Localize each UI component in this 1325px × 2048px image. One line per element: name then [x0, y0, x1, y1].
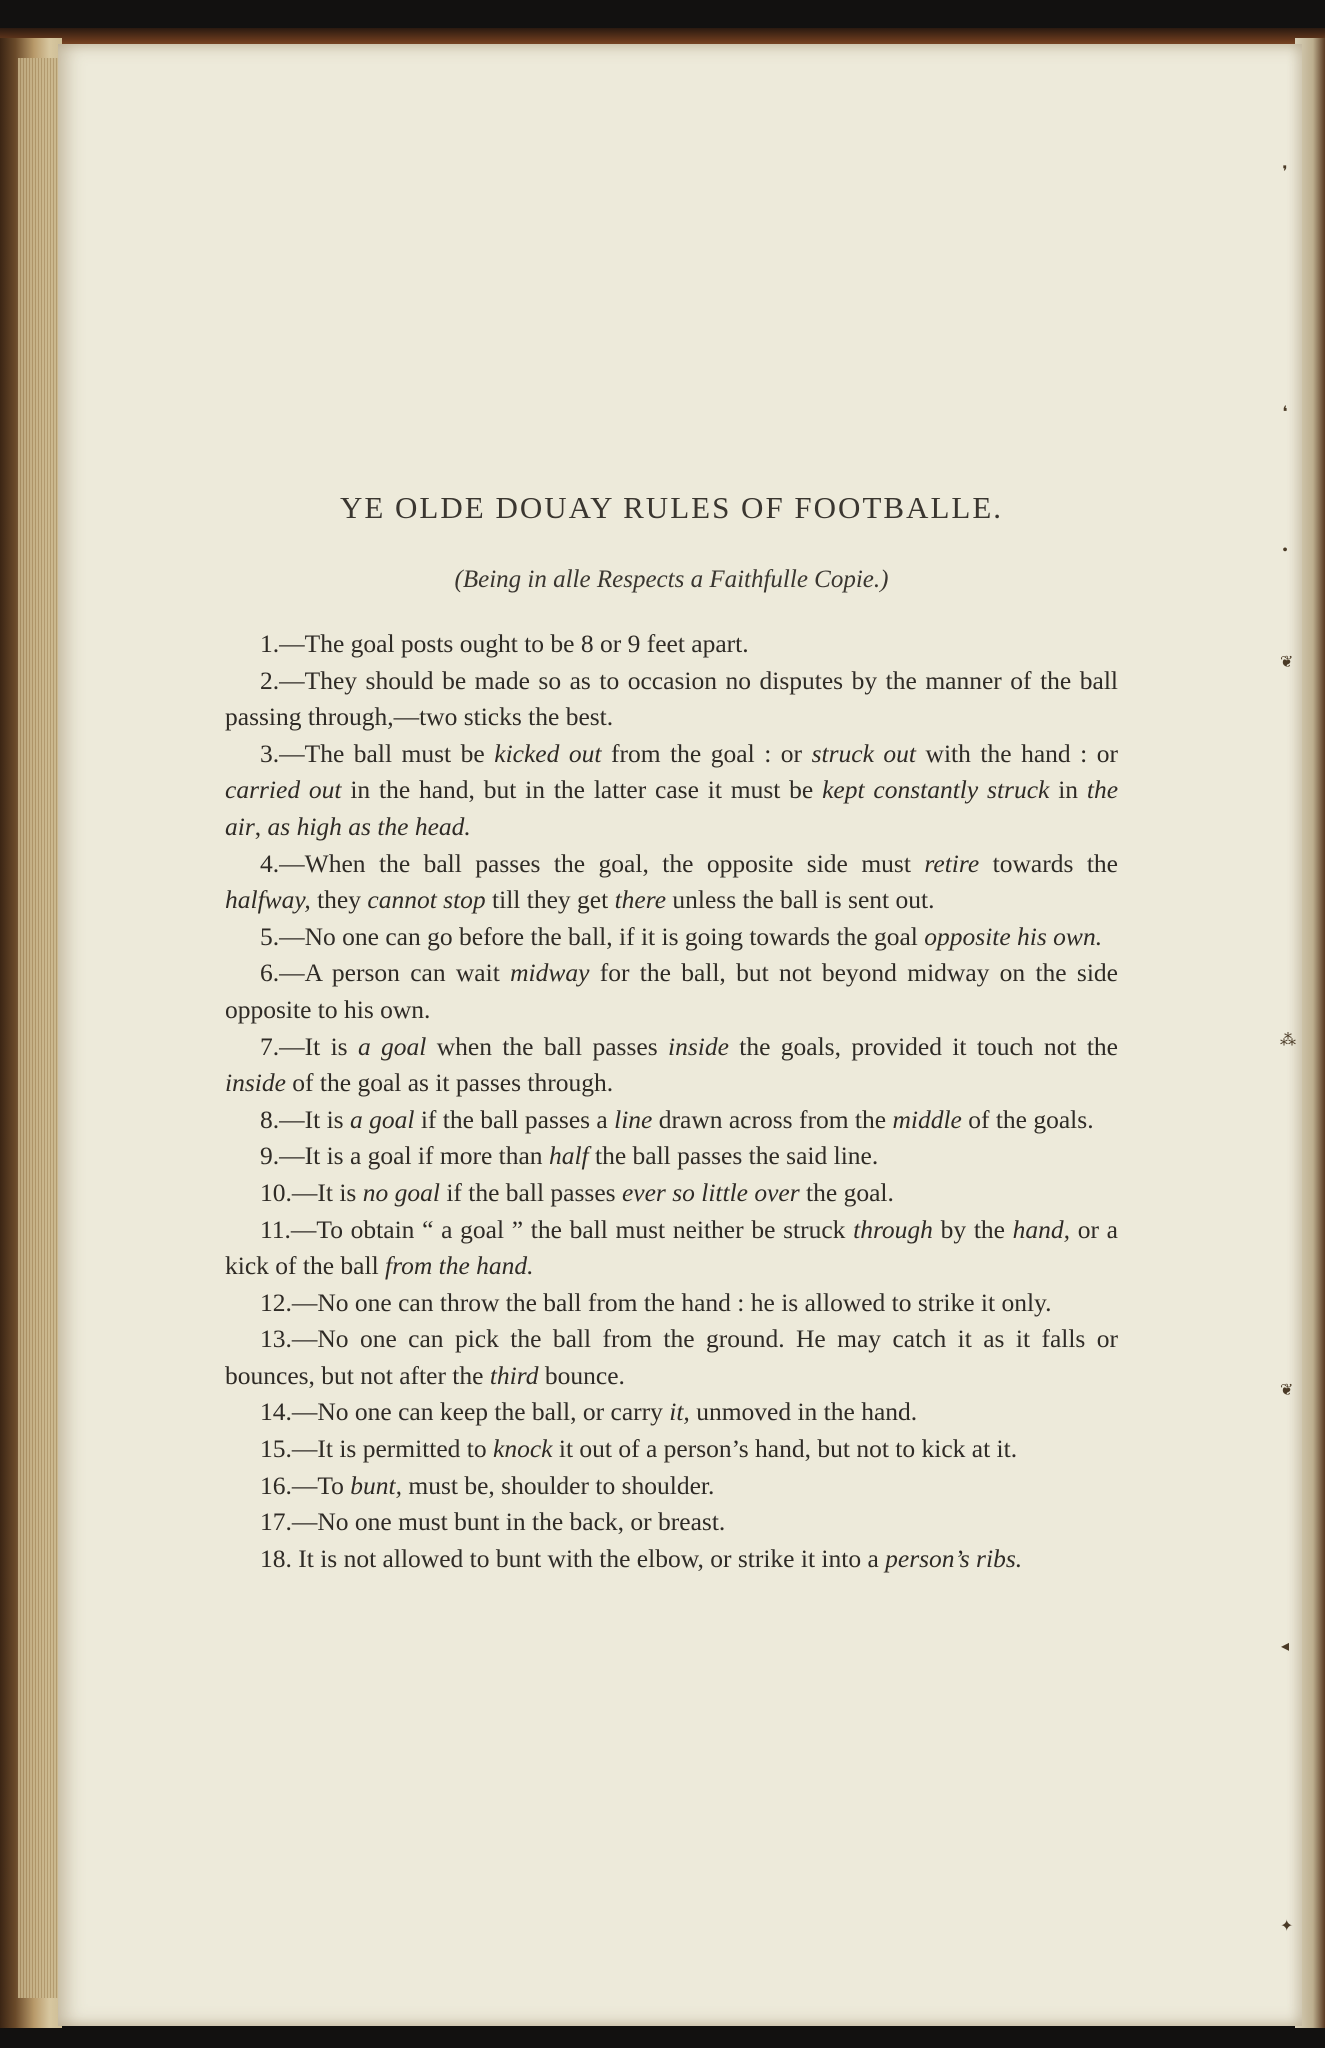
rule-text: 1.—The goal posts ought to be 8 or 9 feet apart.: [260, 629, 749, 658]
rule-text: 2.—They should be made so as to occasion no disputes by the manner of the ball passing through,—two sticks the best.: [225, 665, 1118, 732]
rule-paragraph: [225, 1285, 1118, 1322]
rule-emphasis: line: [614, 1104, 653, 1134]
rule-text: unless the ball is sent out.: [666, 885, 935, 915]
rule-emphasis: inside: [225, 1068, 286, 1098]
rule-text: with the hand : or: [916, 738, 1119, 768]
rule-text: 14.—No one can keep the ball, or carry: [260, 1397, 670, 1427]
margin-mark: ✦: [1280, 1918, 1294, 1935]
rule-text: if the ball passes a: [414, 1104, 615, 1134]
rule-emphasis: hand,: [1012, 1214, 1071, 1244]
rule-emphasis: halfway,: [225, 885, 311, 915]
rule-emphasis: kept constantly struck: [822, 775, 1050, 805]
rule-paragraph: [225, 1431, 1118, 1468]
margin-mark: ◂: [1280, 1638, 1290, 1655]
rule-text: of the goals.: [961, 1104, 1094, 1134]
rule-text: unmoved in the hand.: [689, 1397, 918, 1427]
rule-text: must be, shoulder to shoulder.: [402, 1470, 715, 1500]
rule-text: towards the: [979, 848, 1118, 878]
rule-emphasis: struck out: [811, 738, 917, 768]
rules-list: [225, 626, 1118, 1577]
rule-text: for the ball, but not beyond midway on the side opposite to his own.: [225, 958, 1118, 1024]
rule-text: 3.—The ball must be: [260, 738, 495, 768]
rule-emphasis: person’s ribs.: [885, 1543, 1023, 1573]
rule-text: bounce.: [538, 1360, 625, 1390]
rule-paragraph: [225, 1102, 1118, 1139]
page-title: YE OLDE DOUAY RULES OF FOOTBALLE.: [339, 490, 1004, 525]
rule-emphasis: as high as the head.: [267, 811, 471, 841]
rule-text: ,: [254, 811, 268, 841]
rule-text: 4.—When the ball passes the goal, the opposite side must: [260, 848, 925, 878]
rule-emphasis: opposite his own.: [924, 921, 1103, 951]
margin-mark: ⁂: [1280, 1032, 1296, 1049]
rule-paragraph: [225, 919, 1118, 956]
rule-text: 16.—To: [260, 1470, 351, 1500]
rule-paragraph: [225, 955, 1118, 1028]
rule-text: in the hand, but in the latter case it must be: [341, 775, 823, 805]
rule-paragraph: [225, 1029, 1118, 1102]
rule-paragraph: [225, 1321, 1118, 1394]
rule-text: it out of a person’s hand, but not to kick at it.: [552, 1434, 1018, 1464]
rule-emphasis: knock: [493, 1434, 553, 1464]
rule-text: the ball passes the said line.: [588, 1141, 879, 1171]
rule-emphasis: bunt,: [350, 1470, 403, 1500]
rule-paragraph: [225, 846, 1118, 919]
rule-text: they: [310, 885, 368, 915]
rule-text: of the goal as it passes through.: [285, 1068, 614, 1098]
rule-text: 10.—It is: [260, 1177, 363, 1207]
document-body: [225, 490, 1118, 1577]
margin-mark: ❜: [1282, 164, 1288, 181]
rule-paragraph: [225, 1138, 1118, 1175]
rule-emphasis: half: [548, 1141, 589, 1171]
rule-emphasis: carried out: [225, 775, 342, 805]
rule-emphasis: middle: [892, 1104, 962, 1134]
rule-text: drawn across from the: [652, 1104, 893, 1134]
rule-emphasis: no goal: [362, 1177, 440, 1207]
rule-emphasis: third: [489, 1360, 539, 1390]
rule-paragraph: [225, 1394, 1118, 1431]
rule-paragraph: [225, 736, 1118, 846]
rule-paragraph: [225, 1541, 1118, 1578]
rule-emphasis: it,: [669, 1397, 690, 1427]
rule-paragraph: [225, 1468, 1118, 1505]
rule-text: the goal.: [799, 1177, 894, 1207]
rule-paragraph: [225, 1212, 1118, 1285]
rule-emphasis: through: [853, 1214, 933, 1244]
book-page-stack-left: [0, 38, 62, 2028]
rule-text: if the ball passes: [439, 1177, 622, 1207]
rule-text: 6.—A person can wait: [260, 958, 511, 988]
rule-text: when the ball passes: [426, 1031, 668, 1061]
rule-emphasis: ever so little over: [621, 1177, 800, 1207]
rule-text: 15.—It is permitted to: [260, 1434, 494, 1464]
rule-text: by the: [932, 1214, 1013, 1244]
rule-emphasis: midway: [510, 958, 590, 988]
rule-emphasis: a goal: [349, 1104, 415, 1134]
rule-text: in: [1049, 775, 1087, 805]
rule-emphasis: kicked out: [494, 738, 602, 768]
rule-text: or a kick of the ball: [225, 1214, 1119, 1281]
rule-paragraph: [225, 1504, 1118, 1541]
rule-text: 5.—No one can go before the ball, if it is going towards the goal: [260, 921, 925, 951]
page-subtitle: (Being in alle Respects a Faithfulle Copie.): [454, 566, 889, 593]
rule-paragraph: [225, 626, 1118, 663]
margin-mark: ❦: [1280, 654, 1294, 671]
rule-emphasis: inside: [667, 1031, 729, 1061]
page-edges: [18, 58, 58, 1998]
rule-text: 12.—No one can throw the ball from the hand : he is allowed to strike it only.: [260, 1287, 1052, 1317]
rule-text: 13.—No one can pick the ball from the ground. He may catch it as it falls or bounces, but not after the: [225, 1324, 1118, 1390]
rule-paragraph: [225, 663, 1118, 736]
rule-emphasis: a goal: [357, 1031, 427, 1061]
rule-emphasis: the air: [225, 775, 1119, 841]
rule-emphasis: cannot stop: [367, 885, 486, 915]
rule-text: 17.—No one must bunt in the back, or breast.: [260, 1507, 726, 1537]
rule-emphasis: there: [614, 885, 667, 915]
rule-text: till they get: [485, 885, 615, 915]
rule-text: from the goal : or: [601, 738, 812, 768]
rule-text: 8.—It is: [260, 1104, 350, 1134]
margin-mark: ❛: [1282, 404, 1288, 421]
rule-text: 9.—It is a goal if more than: [260, 1141, 549, 1171]
rule-text: the goals, provided it touch not the: [728, 1031, 1118, 1061]
rule-emphasis: from the hand.: [385, 1251, 534, 1281]
rule-text: 18. It is not allowed to bunt with the elbow, or strike it into a: [260, 1543, 886, 1573]
margin-mark: ❦: [1280, 1382, 1294, 1399]
margin-mark: •: [1282, 542, 1288, 559]
rule-text: 7.—It is: [260, 1031, 358, 1061]
rule-paragraph: [225, 1175, 1118, 1212]
rule-emphasis: retire: [924, 848, 980, 878]
rule-text: 11.—To obtain “ a goal ” the ball must neither be struck: [260, 1214, 854, 1244]
